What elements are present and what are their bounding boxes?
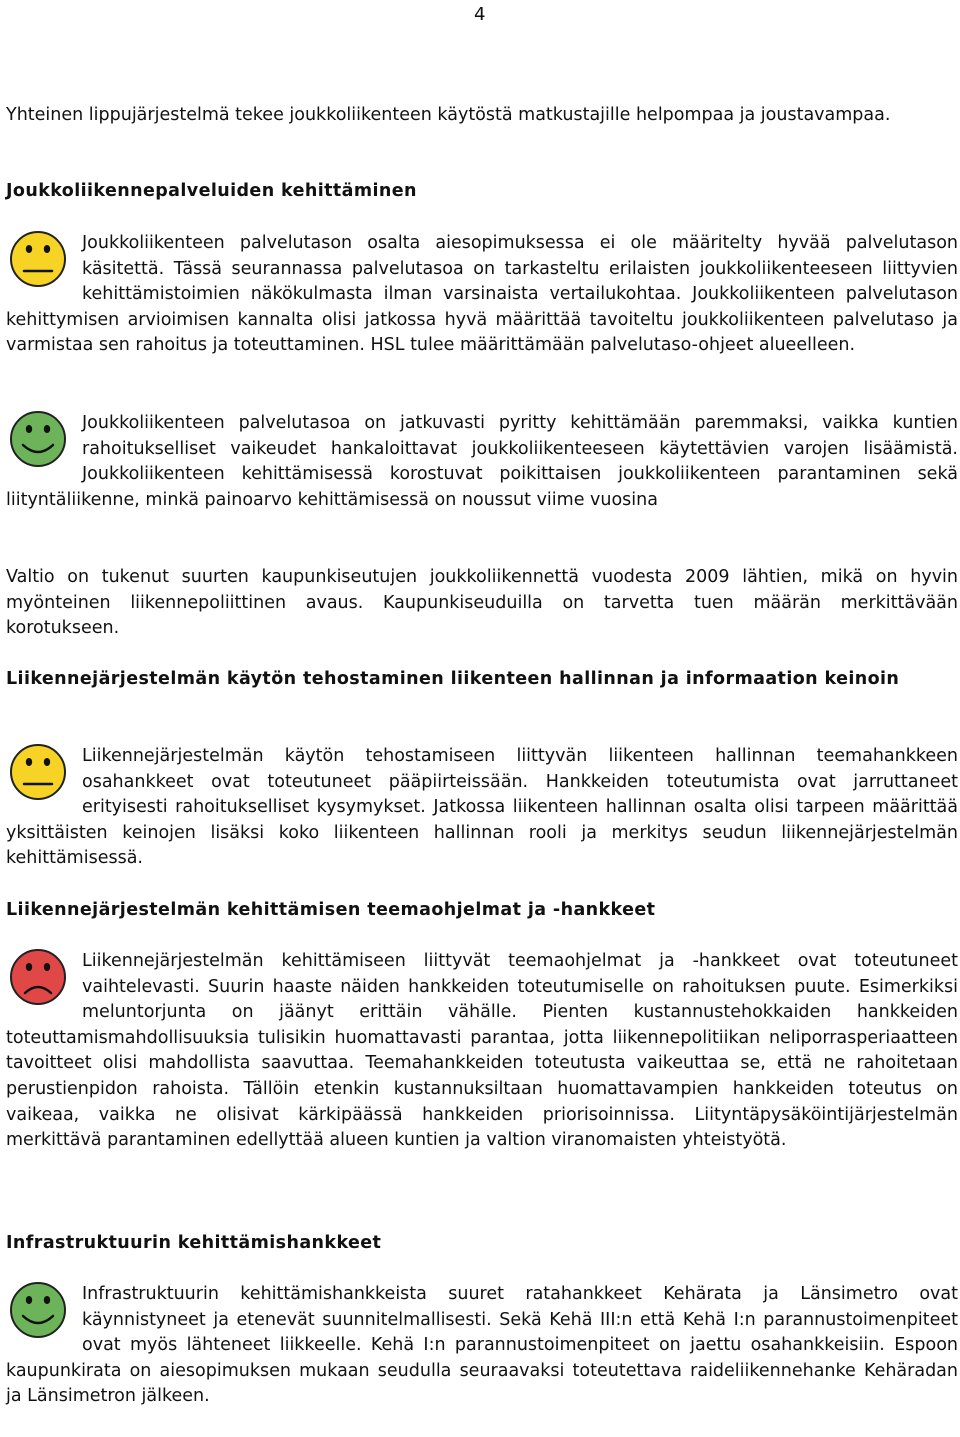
section-1-paragraph-2 (6, 411, 958, 513)
neutral-face-icon (6, 231, 78, 293)
section-heading-public-transport-services: Joukkoliikennepalveluiden kehittäminen (6, 181, 417, 201)
section-3-paragraph-1-text: Liikennejärjestelmän kehittämiseen liittyvät teemaohjelmat ja -hankkeet ovat toteutuneet vaihtelevasti. Suurin haaste näiden hankkeiden toteutumiselle on rahoituksen puute. Esimerkiksi meluntorjunta on jäänyt erittäin vähälle. Pienten kustannustehokkaiden hankkeiden toteuttamismahdollisuuksia tulisikin huomattavasti parantaa, jotta liikennepolitiikan neliporrasperiaatteen tavoitteet olisi mahdollista saavuttaa. Teemahankkeiden toteutusta vaikeuttaa se, että ne rahoitetaan perustienpidon rahoista. Tällöin etenkin kustannuksiltaan huomattavampien hankkeiden toteutus on vaikeaa, vaikka ne olisivat kärkipäässä hankkeiden priorisoinnissa. Liityntäpysäköintijärjestelmän merkittävä parantaminen edellyttää alueen kuntien ja valtion viranomaisten yhteistyötä. (6, 951, 958, 1151)
section-4-paragraph-1 (6, 1282, 958, 1410)
section-1-paragraph-2-text: Joukkoliikenteen palvelutasoa on jatkuvasti pyritty kehittämään paremmaksi, vaikka kuntien rahoitukselliset vaikeudet hankaloittavat joukkoliikenteeseen käytettävien varojen lisäämistä. Joukkoliikenteen kehittämisessä korostuvat poikittaisen joukkoliikenteen parantaminen sekä liityntäliikenne, minkä painoarvo kehittämisessä on noussut viime vuosina (6, 413, 958, 510)
page-number: 4 (474, 4, 486, 25)
intro-paragraph: Yhteinen lippujärjestelmä tekee joukkoliikenteen käytöstä matkustajille helpompaa ja joustavampaa. (6, 105, 891, 125)
section-3-paragraph-1 (6, 949, 958, 1154)
neutral-face-icon (6, 744, 78, 806)
sad-face-icon (6, 949, 78, 1011)
happy-face-icon (6, 1282, 78, 1344)
happy-face-icon (6, 411, 78, 473)
section-1-paragraph-3: Valtio on tukenut suurten kaupunkiseutujen joukkoliikennettä vuodesta 2009 lähtien, mikä on hyvin myönteinen liikennepoliittinen avaus. Kaupunkiseuduilla on tarvetta tuen määrän merkittävään korotukseen. (6, 567, 958, 639)
section-heading-theme-programmes: Liikennejärjestelmän kehittämisen teemaohjelmat ja -hankkeet (6, 900, 656, 920)
section-heading-traffic-management: Liikennejärjestelmän käytön tehostaminen liikenteen hallinnan ja informaation keinoin (6, 669, 900, 689)
section-2-paragraph-1-text: Liikennejärjestelmän käytön tehostamiseen liittyvän liikenteen hallinnan teemahankkeen osahankkeet ovat toteutuneet pääpiirteissään. Hankkeiden toteutumista ovat jarruttaneet erityisesti rahoitukselliset kysymykset. Jatkossa liikenteen hallinnan osalta olisi tarpeen määrittää yksittäisten keinojen lisäksi koko liikenteen hallinnan rooli ja merkitys seudun liikennejärjestelmän kehittämisessä. (6, 746, 958, 869)
section-4-paragraph-1-text: Infrastruktuurin kehittämishankkeista suuret ratahankkeet Kehärata ja Länsimetro ovat käynnistyneet ja etenevät suunnitelmallisesti. Sekä Kehä III:n että Kehä I:n parannustoimenpiteet ovat myös lähteneet liikkeelle. Kehä I:n parannustoimenpiteet on jaettu osahankkeisiin. Espoon kaupunkirata on aiesopimuksen mukaan seudulla seuraavaksi toteutettava raideliikennehanke Kehäradan ja Länsimetron jälkeen. (6, 1284, 958, 1407)
section-1-paragraph-1 (6, 231, 958, 359)
section-2-paragraph-1 (6, 744, 958, 872)
section-1-paragraph-1-text: Joukkoliikenteen palvelutason osalta aiesopimuksessa ei ole määritelty hyvää palvelutason käsitettä. Tässä seurannassa palvelutasoa on tarkasteltu erilaisten joukkoliikenteeseen liittyvien kehittämistoimien näkökulmasta ilman varsinaista vertailukohtaa. Joukkoliikenteen palvelutason kehittymisen arvioimisen kannalta olisi jatkossa hyvä määrittää tavoiteltu joukkoliikenteen palvelutaso ja varmistaa sen rahoitus ja toteuttaminen. HSL tulee määrittämään palvelutaso-ohjeet alueelleen. (6, 233, 958, 356)
section-heading-infrastructure: Infrastruktuurin kehittämishankkeet (6, 1233, 382, 1253)
